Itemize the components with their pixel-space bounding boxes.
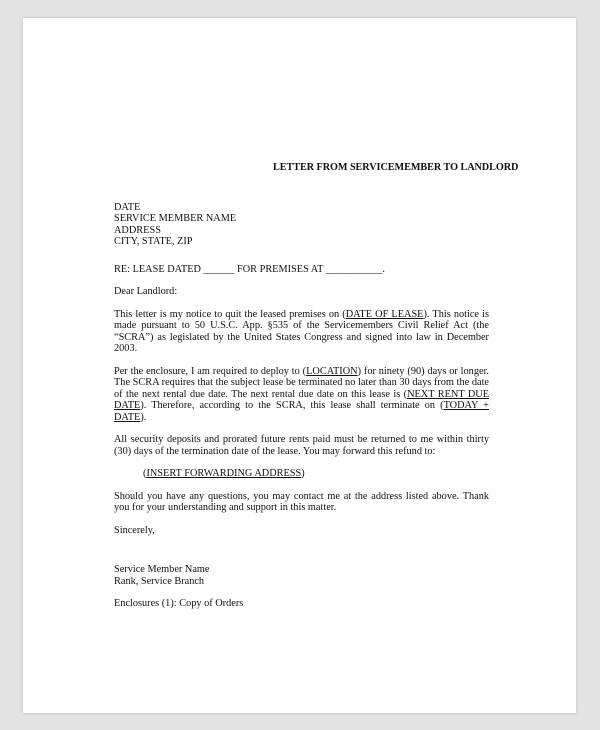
paragraph-notice-text-c: ). This notice is made pursuant to 50 U.S.C. App. §535 of the Servicemembers Civil Relief Act (the “SCRA”) as legislated by the United States Congress and signed into law in December 2003. (114, 308, 489, 354)
closing: Sincerely, (114, 524, 155, 536)
paragraph-notice-text-a: This letter is my notice to quit the leased premises on ( (114, 308, 346, 320)
letter-title: LETTER FROM SERVICEMEMBER TO LANDLORD (273, 162, 519, 173)
placeholder-today-plus-date: TODAY + DATE (114, 400, 489, 423)
forwarding-close-paren: ) (301, 468, 305, 479)
header-city-state-zip: CITY, STATE, ZIP (114, 236, 193, 247)
enclosures-line: Enclosures (1): Copy of Orders (114, 598, 244, 609)
re-line: RE: LEASE DATED ______ FOR PREMISES AT ___________. (114, 263, 385, 275)
sender-header-block (114, 202, 489, 248)
placeholder-next-rent-due-date: NEXT RENT DUE DATE (114, 388, 489, 411)
paragraph-deployment-text-g: ). (140, 411, 147, 423)
placeholder-forwarding-address: INSERT FORWARDING ADDRESS (146, 468, 302, 479)
signature-block (114, 564, 489, 587)
paragraph-deployment-text-a: Per the enclosure, I am required to deploy to ( (114, 365, 307, 377)
header-address: ADDRESS (114, 224, 161, 236)
salutation: Dear Landlord: (114, 286, 178, 297)
header-date: DATE (114, 201, 141, 213)
placeholder-date-of-lease: DATE OF LEASE (345, 308, 424, 320)
signature-name: Service Member Name (114, 564, 210, 575)
paragraph-deployment (114, 366, 489, 424)
paragraph-deployment-text-c: ) for ninety (90) days or longer. The SCRA requires that the subject lease be terminated no later than 30 days from the date of the next rental due date. The next rental due date on this lease is ( (114, 365, 489, 400)
paragraph-notice (114, 309, 489, 355)
letter-body (114, 162, 519, 621)
paragraph-deposits: All security deposits and prorated future rents paid must be returned to me within thirty (30) days of the termination date of the lease. You may forward this refund to: (114, 434, 489, 457)
letter-page (23, 18, 576, 713)
paragraph-deployment-text-e: ). Therefore, according to the SCRA, this lease shall terminate on ( (140, 400, 444, 411)
placeholder-location: LOCATION (306, 365, 358, 377)
paragraph-questions: Should you have any questions, you may contact me at the address listed above. Thank you for your understanding and support in this matter. (114, 490, 489, 513)
header-service-member-name: SERVICE MEMBER NAME (114, 213, 237, 224)
forwarding-address-line (114, 468, 489, 480)
signature-rank-branch: Rank, Service Branch (114, 575, 205, 587)
forwarding-open-paren: ( (143, 468, 147, 479)
